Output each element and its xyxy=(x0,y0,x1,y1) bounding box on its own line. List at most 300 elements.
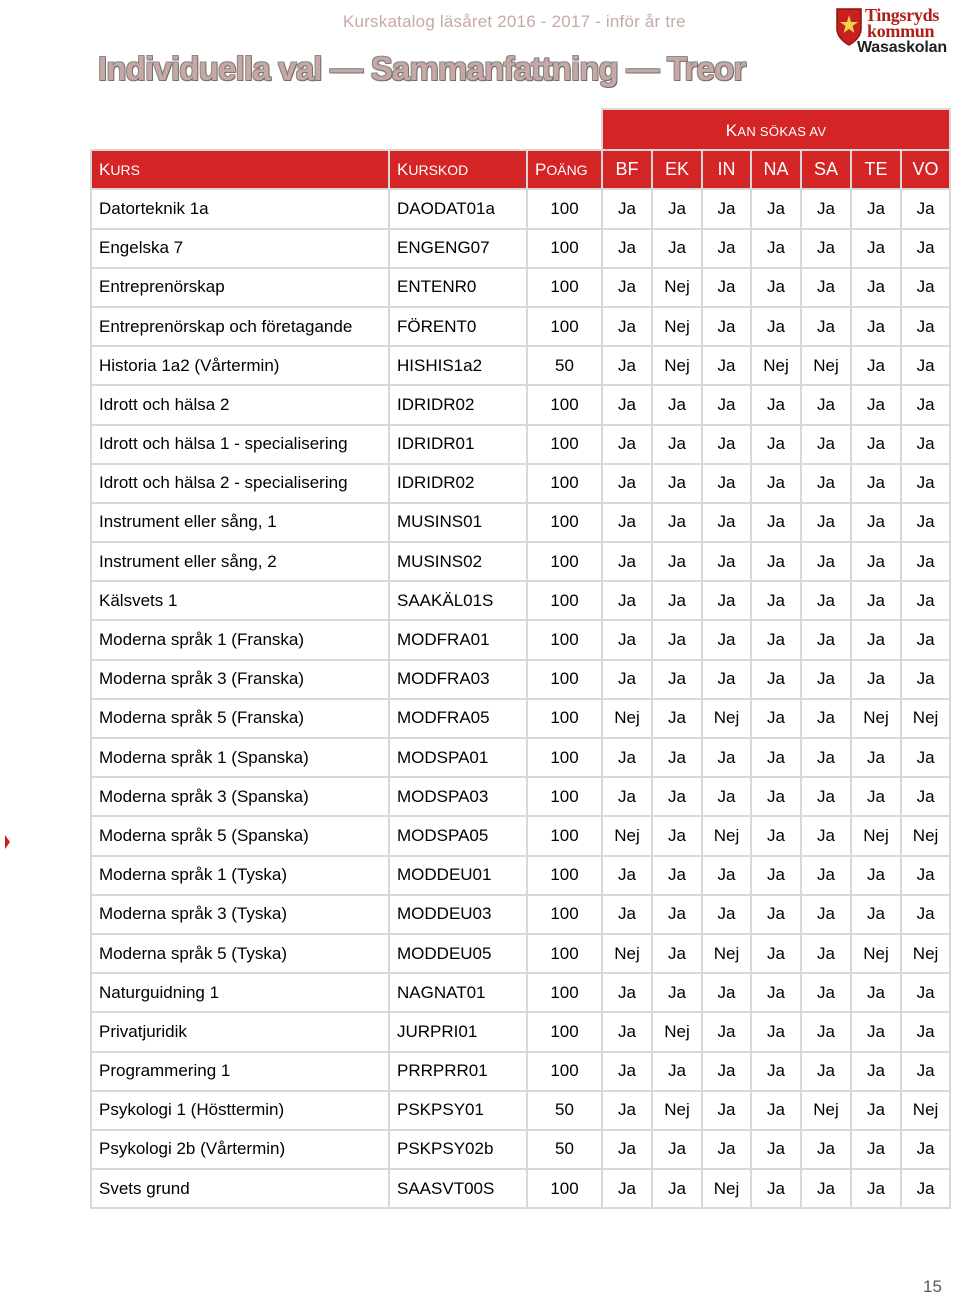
eligibility-vo-cell: Ja xyxy=(901,229,950,268)
eligibility-sa-cell: Nej xyxy=(801,346,851,385)
eligibility-ek-cell: Ja xyxy=(652,816,702,855)
course-code-cell: MODFRA01 xyxy=(389,620,527,659)
eligibility-te-cell: Ja xyxy=(851,425,901,464)
course-points-cell: 100 xyxy=(527,425,602,464)
eligibility-ek-cell: Ja xyxy=(652,777,702,816)
eligibility-te-cell: Nej xyxy=(851,934,901,973)
eligibility-te-cell: Ja xyxy=(851,503,901,542)
eligibility-vo-cell: Ja xyxy=(901,660,950,699)
eligibility-na-cell: Ja xyxy=(751,542,801,581)
col-na: NA xyxy=(751,150,801,189)
course-name-cell: Moderna språk 5 (Spanska) xyxy=(91,816,389,855)
eligibility-te-cell: Ja xyxy=(851,1052,901,1091)
table-row xyxy=(91,973,950,1012)
eligibility-na-cell: Ja xyxy=(751,620,801,659)
eligibility-sa-cell: Ja xyxy=(801,620,851,659)
course-points-cell: 100 xyxy=(527,777,602,816)
eligibility-sa-cell: Ja xyxy=(801,816,851,855)
course-name-cell: Idrott och hälsa 2 - specialisering xyxy=(91,464,389,503)
eligibility-na-cell: Ja xyxy=(751,777,801,816)
eligibility-ek-cell: Ja xyxy=(652,934,702,973)
eligibility-bf-cell: Ja xyxy=(602,973,652,1012)
eligibility-te-cell: Nej xyxy=(851,816,901,855)
eligibility-sa-cell: Ja xyxy=(801,385,851,424)
eligibility-te-cell: Ja xyxy=(851,973,901,1012)
eligibility-ek-cell: Nej xyxy=(652,307,702,346)
eligibility-sa-cell: Ja xyxy=(801,307,851,346)
page-title: Individuella val — Sammanfattning — Treor xyxy=(98,50,746,87)
eligibility-in-cell: Ja xyxy=(702,973,751,1012)
table-row xyxy=(91,895,950,934)
course-name-cell: Moderna språk 1 (Franska) xyxy=(91,620,389,659)
eligibility-ek-cell: Ja xyxy=(652,1130,702,1169)
course-points-cell: 50 xyxy=(527,346,602,385)
course-points-cell: 100 xyxy=(527,307,602,346)
eligibility-bf-cell: Ja xyxy=(602,503,652,542)
eligibility-bf-cell: Ja xyxy=(602,346,652,385)
col-bf: BF xyxy=(602,150,652,189)
course-code-cell: PSKPSY02b xyxy=(389,1130,527,1169)
course-name-cell: Idrott och hälsa 1 - specialisering xyxy=(91,425,389,464)
eligibility-vo-cell: Ja xyxy=(901,1012,950,1051)
course-code-cell: FÖRENT0 xyxy=(389,307,527,346)
course-points-cell: 100 xyxy=(527,464,602,503)
course-name-cell: Moderna språk 1 (Spanska) xyxy=(91,738,389,777)
eligibility-sa-cell: Ja xyxy=(801,425,851,464)
table-row xyxy=(91,542,950,581)
eligibility-ek-cell: Ja xyxy=(652,385,702,424)
course-points-cell: 100 xyxy=(527,1012,602,1051)
course-code-cell: MODDEU05 xyxy=(389,934,527,973)
table-row xyxy=(91,1091,950,1130)
eligibility-te-cell: Ja xyxy=(851,738,901,777)
eligibility-te-cell: Ja xyxy=(851,660,901,699)
eligibility-sa-cell: Ja xyxy=(801,542,851,581)
course-points-cell: 100 xyxy=(527,268,602,307)
eligibility-in-cell: Ja xyxy=(702,385,751,424)
eligibility-bf-cell: Ja xyxy=(602,1052,652,1091)
course-points-cell: 100 xyxy=(527,738,602,777)
course-name-cell: Moderna språk 3 (Spanska) xyxy=(91,777,389,816)
eligibility-in-cell: Ja xyxy=(702,660,751,699)
table-row xyxy=(91,1130,950,1169)
eligibility-na-cell: Ja xyxy=(751,385,801,424)
col-sa: SA xyxy=(801,150,851,189)
course-code-cell: MUSINS01 xyxy=(389,503,527,542)
eligibility-na-cell: Ja xyxy=(751,1130,801,1169)
eligibility-te-cell: Ja xyxy=(851,895,901,934)
eligibility-ek-cell: Ja xyxy=(652,895,702,934)
eligibility-in-cell: Ja xyxy=(702,620,751,659)
course-name-cell: Instrument eller sång, 1 xyxy=(91,503,389,542)
eligibility-na-cell: Ja xyxy=(751,1169,801,1208)
eligibility-vo-cell: Ja xyxy=(901,856,950,895)
course-points-cell: 100 xyxy=(527,542,602,581)
eligibility-in-cell: Ja xyxy=(702,1130,751,1169)
eligibility-vo-cell: Ja xyxy=(901,464,950,503)
eligibility-ek-cell: Ja xyxy=(652,620,702,659)
col-in: IN xyxy=(702,150,751,189)
blank-header-cell xyxy=(91,109,602,150)
eligibility-bf-cell: Nej xyxy=(602,816,652,855)
eligibility-te-cell: Ja xyxy=(851,581,901,620)
eligibility-te-cell: Ja xyxy=(851,1012,901,1051)
eligibility-in-cell: Ja xyxy=(702,1091,751,1130)
course-code-cell: MODFRA05 xyxy=(389,699,527,738)
eligibility-na-cell: Ja xyxy=(751,934,801,973)
course-points-cell: 100 xyxy=(527,503,602,542)
eligibility-ek-cell: Nej xyxy=(652,346,702,385)
course-points-cell: 100 xyxy=(527,660,602,699)
course-name-cell: Moderna språk 5 (Franska) xyxy=(91,699,389,738)
eligibility-sa-cell: Ja xyxy=(801,973,851,1012)
course-code-cell: IDRIDR01 xyxy=(389,425,527,464)
table-row xyxy=(91,856,950,895)
eligibility-vo-cell: Nej xyxy=(901,816,950,855)
eligibility-na-cell: Ja xyxy=(751,189,801,228)
table-row xyxy=(91,581,950,620)
eligibility-sa-cell: Ja xyxy=(801,660,851,699)
col-kurskod: KURSKOD xyxy=(389,150,527,189)
eligibility-te-cell: Ja xyxy=(851,542,901,581)
eligibility-bf-cell: Ja xyxy=(602,777,652,816)
eligibility-na-cell: Ja xyxy=(751,425,801,464)
col-kurs: KURS xyxy=(91,150,389,189)
eligibility-na-cell: Ja xyxy=(751,229,801,268)
eligibility-sa-cell: Ja xyxy=(801,856,851,895)
course-name-cell: Idrott och hälsa 2 xyxy=(91,385,389,424)
course-code-cell: MODSPA05 xyxy=(389,816,527,855)
eligibility-sa-cell: Nej xyxy=(801,1091,851,1130)
table-row xyxy=(91,816,950,855)
eligibility-te-cell: Ja xyxy=(851,385,901,424)
eligibility-te-cell: Ja xyxy=(851,777,901,816)
course-points-cell: 100 xyxy=(527,816,602,855)
kan-sokas-av-header: KAN SÖKAS AV xyxy=(602,109,950,150)
eligibility-na-cell: Nej xyxy=(751,346,801,385)
eligibility-in-cell: Ja xyxy=(702,738,751,777)
eligibility-vo-cell: Ja xyxy=(901,973,950,1012)
eligibility-bf-cell: Nej xyxy=(602,934,652,973)
course-points-cell: 100 xyxy=(527,934,602,973)
eligibility-bf-cell: Ja xyxy=(602,1169,652,1208)
course-points-cell: 100 xyxy=(527,620,602,659)
eligibility-na-cell: Ja xyxy=(751,660,801,699)
eligibility-vo-cell: Ja xyxy=(901,503,950,542)
eligibility-bf-cell: Ja xyxy=(602,1012,652,1051)
col-te: TE xyxy=(851,150,901,189)
eligibility-in-cell: Ja xyxy=(702,189,751,228)
eligibility-ek-cell: Ja xyxy=(652,189,702,228)
course-points-cell: 100 xyxy=(527,856,602,895)
table-row xyxy=(91,660,950,699)
eligibility-in-cell: Ja xyxy=(702,346,751,385)
eligibility-bf-cell: Ja xyxy=(602,268,652,307)
eligibility-vo-cell: Ja xyxy=(901,385,950,424)
eligibility-in-cell: Nej xyxy=(702,699,751,738)
course-name-cell: Svets grund xyxy=(91,1169,389,1208)
eligibility-na-cell: Ja xyxy=(751,816,801,855)
eligibility-na-cell: Ja xyxy=(751,1012,801,1051)
eligibility-te-cell: Ja xyxy=(851,1091,901,1130)
course-name-cell: Instrument eller sång, 2 xyxy=(91,542,389,581)
eligibility-ek-cell: Ja xyxy=(652,738,702,777)
eligibility-ek-cell: Nej xyxy=(652,1012,702,1051)
eligibility-sa-cell: Ja xyxy=(801,268,851,307)
eligibility-bf-cell: Ja xyxy=(602,1130,652,1169)
eligibility-bf-cell: Ja xyxy=(602,1091,652,1130)
eligibility-ek-cell: Ja xyxy=(652,1169,702,1208)
eligibility-bf-cell: Ja xyxy=(602,620,652,659)
course-code-cell: MODDEU01 xyxy=(389,856,527,895)
course-code-cell: MODSPA03 xyxy=(389,777,527,816)
eligibility-vo-cell: Ja xyxy=(901,346,950,385)
eligibility-ek-cell: Ja xyxy=(652,229,702,268)
course-name-cell: Historia 1a2 (Vårtermin) xyxy=(91,346,389,385)
course-rows xyxy=(91,189,950,1208)
eligibility-te-cell: Ja xyxy=(851,1130,901,1169)
eligibility-vo-cell: Ja xyxy=(901,189,950,228)
table-row xyxy=(91,1052,950,1091)
eligibility-na-cell: Ja xyxy=(751,464,801,503)
course-code-cell: MUSINS02 xyxy=(389,542,527,581)
table-row xyxy=(91,1169,950,1208)
course-points-cell: 100 xyxy=(527,895,602,934)
eligibility-na-cell: Ja xyxy=(751,268,801,307)
eligibility-in-cell: Ja xyxy=(702,503,751,542)
eligibility-vo-cell: Ja xyxy=(901,620,950,659)
eligibility-in-cell: Ja xyxy=(702,229,751,268)
course-name-cell: Psykologi 2b (Vårtermin) xyxy=(91,1130,389,1169)
course-code-cell: NAGNAT01 xyxy=(389,973,527,1012)
eligibility-ek-cell: Ja xyxy=(652,503,702,542)
eligibility-te-cell: Nej xyxy=(851,699,901,738)
eligibility-sa-cell: Ja xyxy=(801,1169,851,1208)
eligibility-na-cell: Ja xyxy=(751,1091,801,1130)
course-name-cell: Moderna språk 5 (Tyska) xyxy=(91,934,389,973)
eligibility-bf-cell: Ja xyxy=(602,425,652,464)
eligibility-na-cell: Ja xyxy=(751,738,801,777)
eligibility-vo-cell: Ja xyxy=(901,895,950,934)
eligibility-sa-cell: Ja xyxy=(801,189,851,228)
eligibility-ek-cell: Ja xyxy=(652,425,702,464)
eligibility-na-cell: Ja xyxy=(751,973,801,1012)
course-name-cell: Datorteknik 1a xyxy=(91,189,389,228)
table-row xyxy=(91,1012,950,1051)
eligibility-na-cell: Ja xyxy=(751,503,801,542)
eligibility-ek-cell: Ja xyxy=(652,660,702,699)
eligibility-na-cell: Ja xyxy=(751,699,801,738)
table-row xyxy=(91,699,950,738)
eligibility-vo-cell: Nej xyxy=(901,1091,950,1130)
course-points-cell: 100 xyxy=(527,229,602,268)
page-number: 15 xyxy=(923,1277,942,1296)
eligibility-ek-cell: Nej xyxy=(652,268,702,307)
eligibility-bf-cell: Ja xyxy=(602,307,652,346)
course-points-cell: 100 xyxy=(527,973,602,1012)
eligibility-bf-cell: Ja xyxy=(602,856,652,895)
course-points-cell: 50 xyxy=(527,1130,602,1169)
course-code-cell: DAODAT01a xyxy=(389,189,527,228)
course-name-cell: Entreprenörskap xyxy=(91,268,389,307)
eligibility-sa-cell: Ja xyxy=(801,503,851,542)
eligibility-in-cell: Ja xyxy=(702,1012,751,1051)
eligibility-bf-cell: Ja xyxy=(602,660,652,699)
course-name-cell: Psykologi 1 (Hösttermin) xyxy=(91,1091,389,1130)
table-row xyxy=(91,620,950,659)
eligibility-ek-cell: Ja xyxy=(652,973,702,1012)
table-row xyxy=(91,346,950,385)
eligibility-na-cell: Ja xyxy=(751,895,801,934)
eligibility-ek-cell: Ja xyxy=(652,464,702,503)
course-code-cell: JURPRI01 xyxy=(389,1012,527,1051)
eligibility-vo-cell: Ja xyxy=(901,581,950,620)
table-row xyxy=(91,464,950,503)
course-name-cell: Moderna språk 1 (Tyska) xyxy=(91,856,389,895)
eligibility-bf-cell: Ja xyxy=(602,385,652,424)
eligibility-ek-cell: Ja xyxy=(652,856,702,895)
eligibility-ek-cell: Nej xyxy=(652,1091,702,1130)
logo-kommun: kommun xyxy=(867,21,935,41)
eligibility-in-cell: Ja xyxy=(702,268,751,307)
eligibility-bf-cell: Ja xyxy=(602,542,652,581)
table-row xyxy=(91,268,950,307)
eligibility-te-cell: Ja xyxy=(851,856,901,895)
course-code-cell: MODSPA01 xyxy=(389,738,527,777)
catalog-header: Kurskatalog läsåret 2016 - 2017 - inför år tre xyxy=(343,12,686,31)
eligibility-sa-cell: Ja xyxy=(801,777,851,816)
eligibility-in-cell: Nej xyxy=(702,934,751,973)
eligibility-sa-cell: Ja xyxy=(801,699,851,738)
course-code-cell: ENGENG07 xyxy=(389,229,527,268)
course-code-cell: SAAKÄL01S xyxy=(389,581,527,620)
eligibility-in-cell: Ja xyxy=(702,581,751,620)
logo-wasaskolan: Wasaskolan xyxy=(857,39,947,56)
eligibility-sa-cell: Ja xyxy=(801,229,851,268)
table-row xyxy=(91,738,950,777)
table-row xyxy=(91,934,950,973)
col-ek: EK xyxy=(652,150,702,189)
eligibility-vo-cell: Ja xyxy=(901,1130,950,1169)
eligibility-te-cell: Ja xyxy=(851,189,901,228)
eligibility-sa-cell: Ja xyxy=(801,895,851,934)
eligibility-sa-cell: Ja xyxy=(801,738,851,777)
eligibility-vo-cell: Ja xyxy=(901,307,950,346)
eligibility-in-cell: Ja xyxy=(702,856,751,895)
course-code-cell: ENTENR0 xyxy=(389,268,527,307)
course-code-cell: MODDEU03 xyxy=(389,895,527,934)
table-row xyxy=(91,425,950,464)
eligibility-sa-cell: Ja xyxy=(801,1012,851,1051)
course-name-cell: Entreprenörskap och företagande xyxy=(91,307,389,346)
eligibility-in-cell: Ja xyxy=(702,895,751,934)
course-points-cell: 100 xyxy=(527,189,602,228)
course-code-cell: IDRIDR02 xyxy=(389,464,527,503)
eligibility-te-cell: Ja xyxy=(851,1169,901,1208)
course-points-cell: 100 xyxy=(527,1052,602,1091)
course-name-cell: Programmering 1 xyxy=(91,1052,389,1091)
course-code-cell: PSKPSY01 xyxy=(389,1091,527,1130)
course-name-cell: Moderna språk 3 (Franska) xyxy=(91,660,389,699)
eligibility-bf-cell: Ja xyxy=(602,581,652,620)
eligibility-in-cell: Ja xyxy=(702,542,751,581)
eligibility-vo-cell: Ja xyxy=(901,777,950,816)
course-points-cell: 100 xyxy=(527,581,602,620)
eligibility-vo-cell: Ja xyxy=(901,425,950,464)
edge-mark xyxy=(5,835,11,849)
eligibility-vo-cell: Nej xyxy=(901,699,950,738)
eligibility-te-cell: Ja xyxy=(851,268,901,307)
eligibility-ek-cell: Ja xyxy=(652,699,702,738)
eligibility-ek-cell: Ja xyxy=(652,581,702,620)
eligibility-vo-cell: Nej xyxy=(901,934,950,973)
eligibility-te-cell: Ja xyxy=(851,229,901,268)
eligibility-vo-cell: Ja xyxy=(901,542,950,581)
col-vo: VO xyxy=(901,150,950,189)
municipality-logo xyxy=(835,5,955,57)
group-header-row xyxy=(91,109,950,150)
course-points-cell: 100 xyxy=(527,385,602,424)
eligibility-in-cell: Ja xyxy=(702,464,751,503)
eligibility-in-cell: Nej xyxy=(702,1169,751,1208)
eligibility-te-cell: Ja xyxy=(851,464,901,503)
table-row xyxy=(91,503,950,542)
eligibility-sa-cell: Ja xyxy=(801,581,851,620)
eligibility-bf-cell: Ja xyxy=(602,895,652,934)
course-code-cell: MODFRA03 xyxy=(389,660,527,699)
course-code-cell: HISHIS1a2 xyxy=(389,346,527,385)
eligibility-na-cell: Ja xyxy=(751,307,801,346)
eligibility-bf-cell: Ja xyxy=(602,464,652,503)
course-name-cell: Engelska 7 xyxy=(91,229,389,268)
course-code-cell: IDRIDR02 xyxy=(389,385,527,424)
col-poang: POÄNG xyxy=(527,150,602,189)
eligibility-in-cell: Ja xyxy=(702,307,751,346)
course-points-cell: 100 xyxy=(527,1169,602,1208)
eligibility-vo-cell: Ja xyxy=(901,1052,950,1091)
course-code-cell: SAASVT00S xyxy=(389,1169,527,1208)
eligibility-te-cell: Ja xyxy=(851,346,901,385)
column-header-row xyxy=(91,150,950,189)
eligibility-sa-cell: Ja xyxy=(801,1052,851,1091)
eligibility-bf-cell: Ja xyxy=(602,229,652,268)
eligibility-bf-cell: Ja xyxy=(602,189,652,228)
eligibility-vo-cell: Ja xyxy=(901,738,950,777)
course-code-cell: PRRPRR01 xyxy=(389,1052,527,1091)
table-row xyxy=(91,385,950,424)
course-points-cell: 50 xyxy=(527,1091,602,1130)
eligibility-sa-cell: Ja xyxy=(801,464,851,503)
logo-tingsryds: Tingsryds xyxy=(865,5,940,25)
eligibility-vo-cell: Ja xyxy=(901,1169,950,1208)
eligibility-te-cell: Ja xyxy=(851,620,901,659)
eligibility-na-cell: Ja xyxy=(751,856,801,895)
eligibility-na-cell: Ja xyxy=(751,1052,801,1091)
course-name-cell: Kälsvets 1 xyxy=(91,581,389,620)
course-name-cell: Privatjuridik xyxy=(91,1012,389,1051)
eligibility-in-cell: Ja xyxy=(702,777,751,816)
course-name-cell: Moderna språk 3 (Tyska) xyxy=(91,895,389,934)
table-row xyxy=(91,777,950,816)
eligibility-ek-cell: Ja xyxy=(652,1052,702,1091)
course-name-cell: Naturguidning 1 xyxy=(91,973,389,1012)
eligibility-te-cell: Ja xyxy=(851,307,901,346)
eligibility-sa-cell: Ja xyxy=(801,934,851,973)
eligibility-in-cell: Ja xyxy=(702,425,751,464)
eligibility-bf-cell: Nej xyxy=(602,699,652,738)
table-row xyxy=(91,307,950,346)
eligibility-sa-cell: Ja xyxy=(801,1130,851,1169)
